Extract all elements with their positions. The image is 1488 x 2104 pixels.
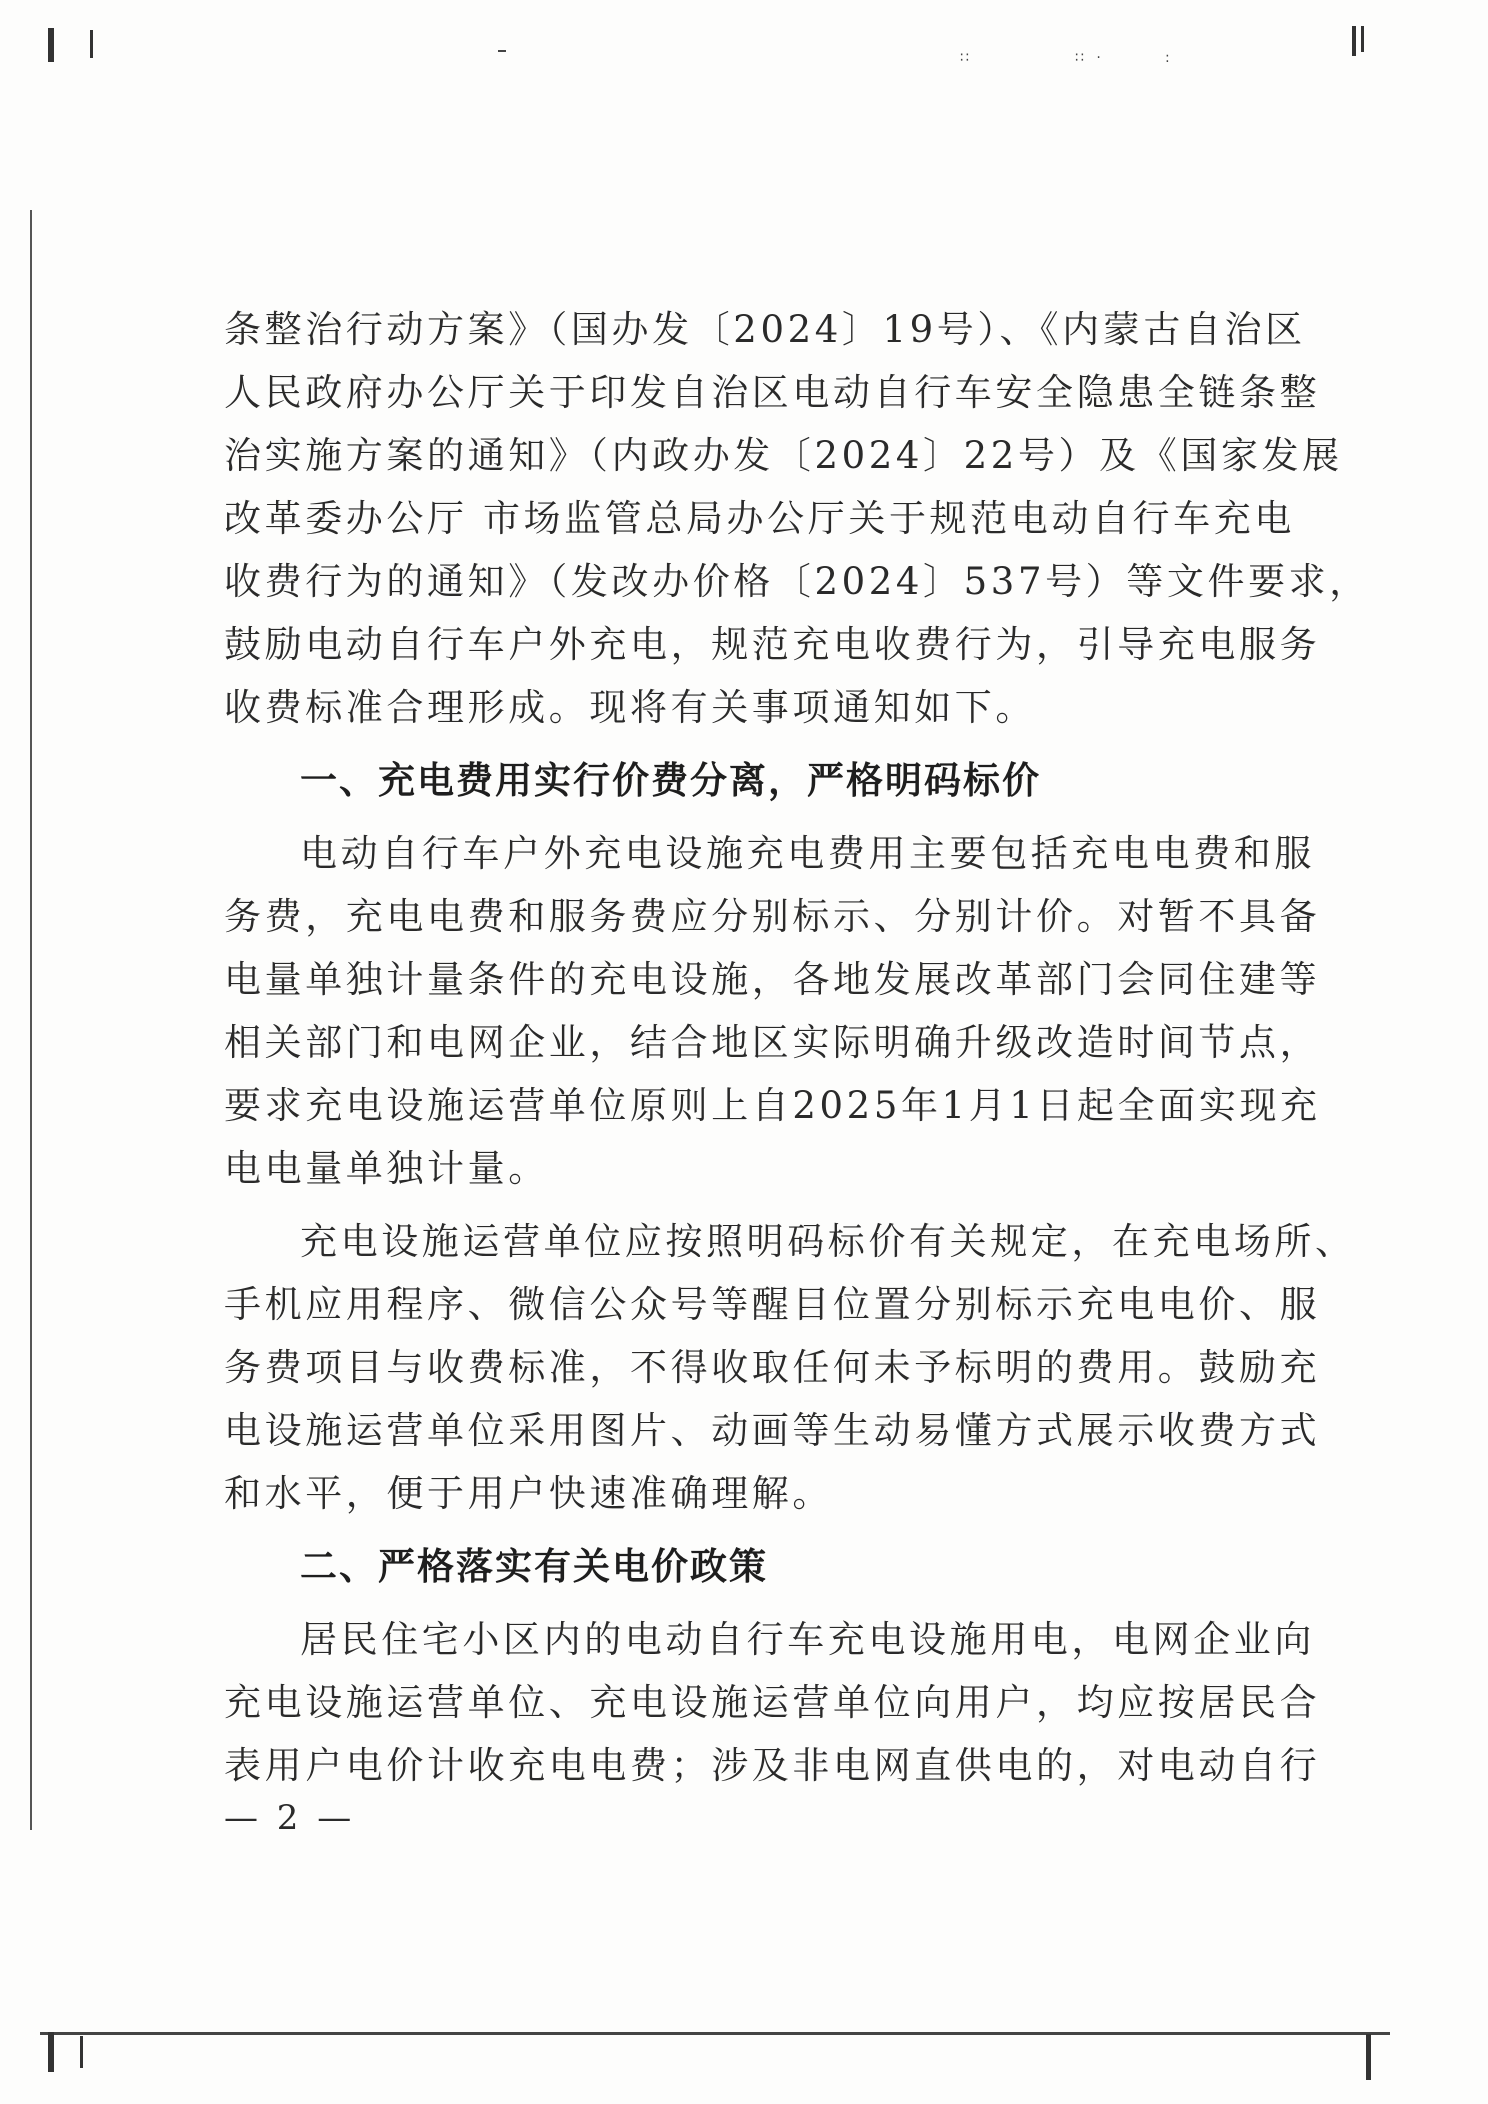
body-paragraph: [224, 1608, 1321, 1797]
document-body: [224, 298, 1370, 1797]
text-line: 表用户电价计收充电电费；涉及非电网直供电的，对电动自行: [224, 1744, 1321, 1787]
scan-binding-mark: [80, 2036, 83, 2068]
body-paragraph: [224, 822, 1321, 1200]
text-line: 收费标准合理形成。现将有关事项通知如下。: [224, 686, 1036, 729]
scan-speck: ∷: [960, 50, 973, 66]
body-paragraph: [224, 1210, 1356, 1525]
scan-binding-mark: [1366, 2034, 1371, 2080]
text-line: 居民住宅小区内的电动自行车充电设施用电，电网企业向: [300, 1618, 1315, 1661]
heading-text: 二、严格落实有关电价政策: [300, 1545, 768, 1588]
scan-binding-mark: [1352, 26, 1356, 56]
scan-left-edge-line: [30, 210, 32, 1830]
scan-speck: [498, 50, 506, 52]
text-line: 电动自行车户外充电设施充电费用主要包括充电电费和服: [300, 832, 1315, 875]
text-line: 手机应用程序、微信公众号等醒目位置分别标示充电电价、服: [224, 1283, 1321, 1326]
text-line: 充电设施运营单位、充电设施运营单位向用户，均应按居民合: [224, 1681, 1321, 1724]
scan-binding-mark: [1361, 26, 1364, 52]
scan-speck: ∷ ·: [1075, 50, 1105, 66]
scan-binding-mark: [90, 30, 93, 58]
text-line: 要求充电设施运营单位原则上自2025年1月1日起全面实现充: [224, 1084, 1321, 1127]
text-line: 相关部门和电网企业，结合地区实际明确升级改造时间节点，: [224, 1021, 1321, 1064]
text-line: 充电设施运营单位应按照明码标价有关规定，在充电场所、: [300, 1220, 1356, 1263]
text-line: 条整治行动方案》（国办发〔2024〕19号）、《内蒙古自治区: [224, 308, 1306, 351]
text-line: 治实施方案的通知》（内政办发〔2024〕22号）及《国家发展: [224, 434, 1343, 477]
section-heading: [224, 749, 1254, 812]
text-line: 鼓励电动自行车户外充电，规范充电收费行为，引导充电服务: [224, 623, 1321, 666]
text-line: 电设施运营单位采用图片、动画等生动易懂方式展示收费方式: [224, 1409, 1321, 1452]
text-line: 电量单独计量条件的充电设施，各地发展改革部门会同住建等: [224, 958, 1321, 1001]
scan-binding-mark: [48, 28, 54, 62]
scan-binding-mark: [48, 2032, 54, 2072]
text-line: 务费项目与收费标准，不得收取任何未予标明的费用。鼓励充: [224, 1346, 1321, 1389]
text-line: 收费行为的通知》（发改办价格〔2024〕537号）等文件要求，: [224, 560, 1370, 603]
text-line: 务费，充电电费和服务费应分别标示、分别计价。对暂不具备: [224, 895, 1321, 938]
text-line: 电电量单独计量。: [224, 1147, 549, 1190]
text-line: 改革委办公厅 市场监管总局办公厅关于规范电动自行车充电: [224, 497, 1295, 540]
text-line: 人民政府办公厅关于印发自治区电动自行车安全隐患全链条整: [224, 371, 1321, 414]
heading-text: 一、充电费用实行价费分离，严格明码标价: [300, 759, 1041, 802]
page-number: — 2 —: [224, 1798, 356, 1838]
section-heading: [224, 1535, 1254, 1598]
scan-bottom-edge-line: [40, 2032, 1390, 2035]
text-line: 和水平，便于用户快速准确理解。: [224, 1472, 833, 1515]
scan-speck: :: [1165, 50, 1174, 66]
continuation-paragraph: [224, 298, 1370, 739]
